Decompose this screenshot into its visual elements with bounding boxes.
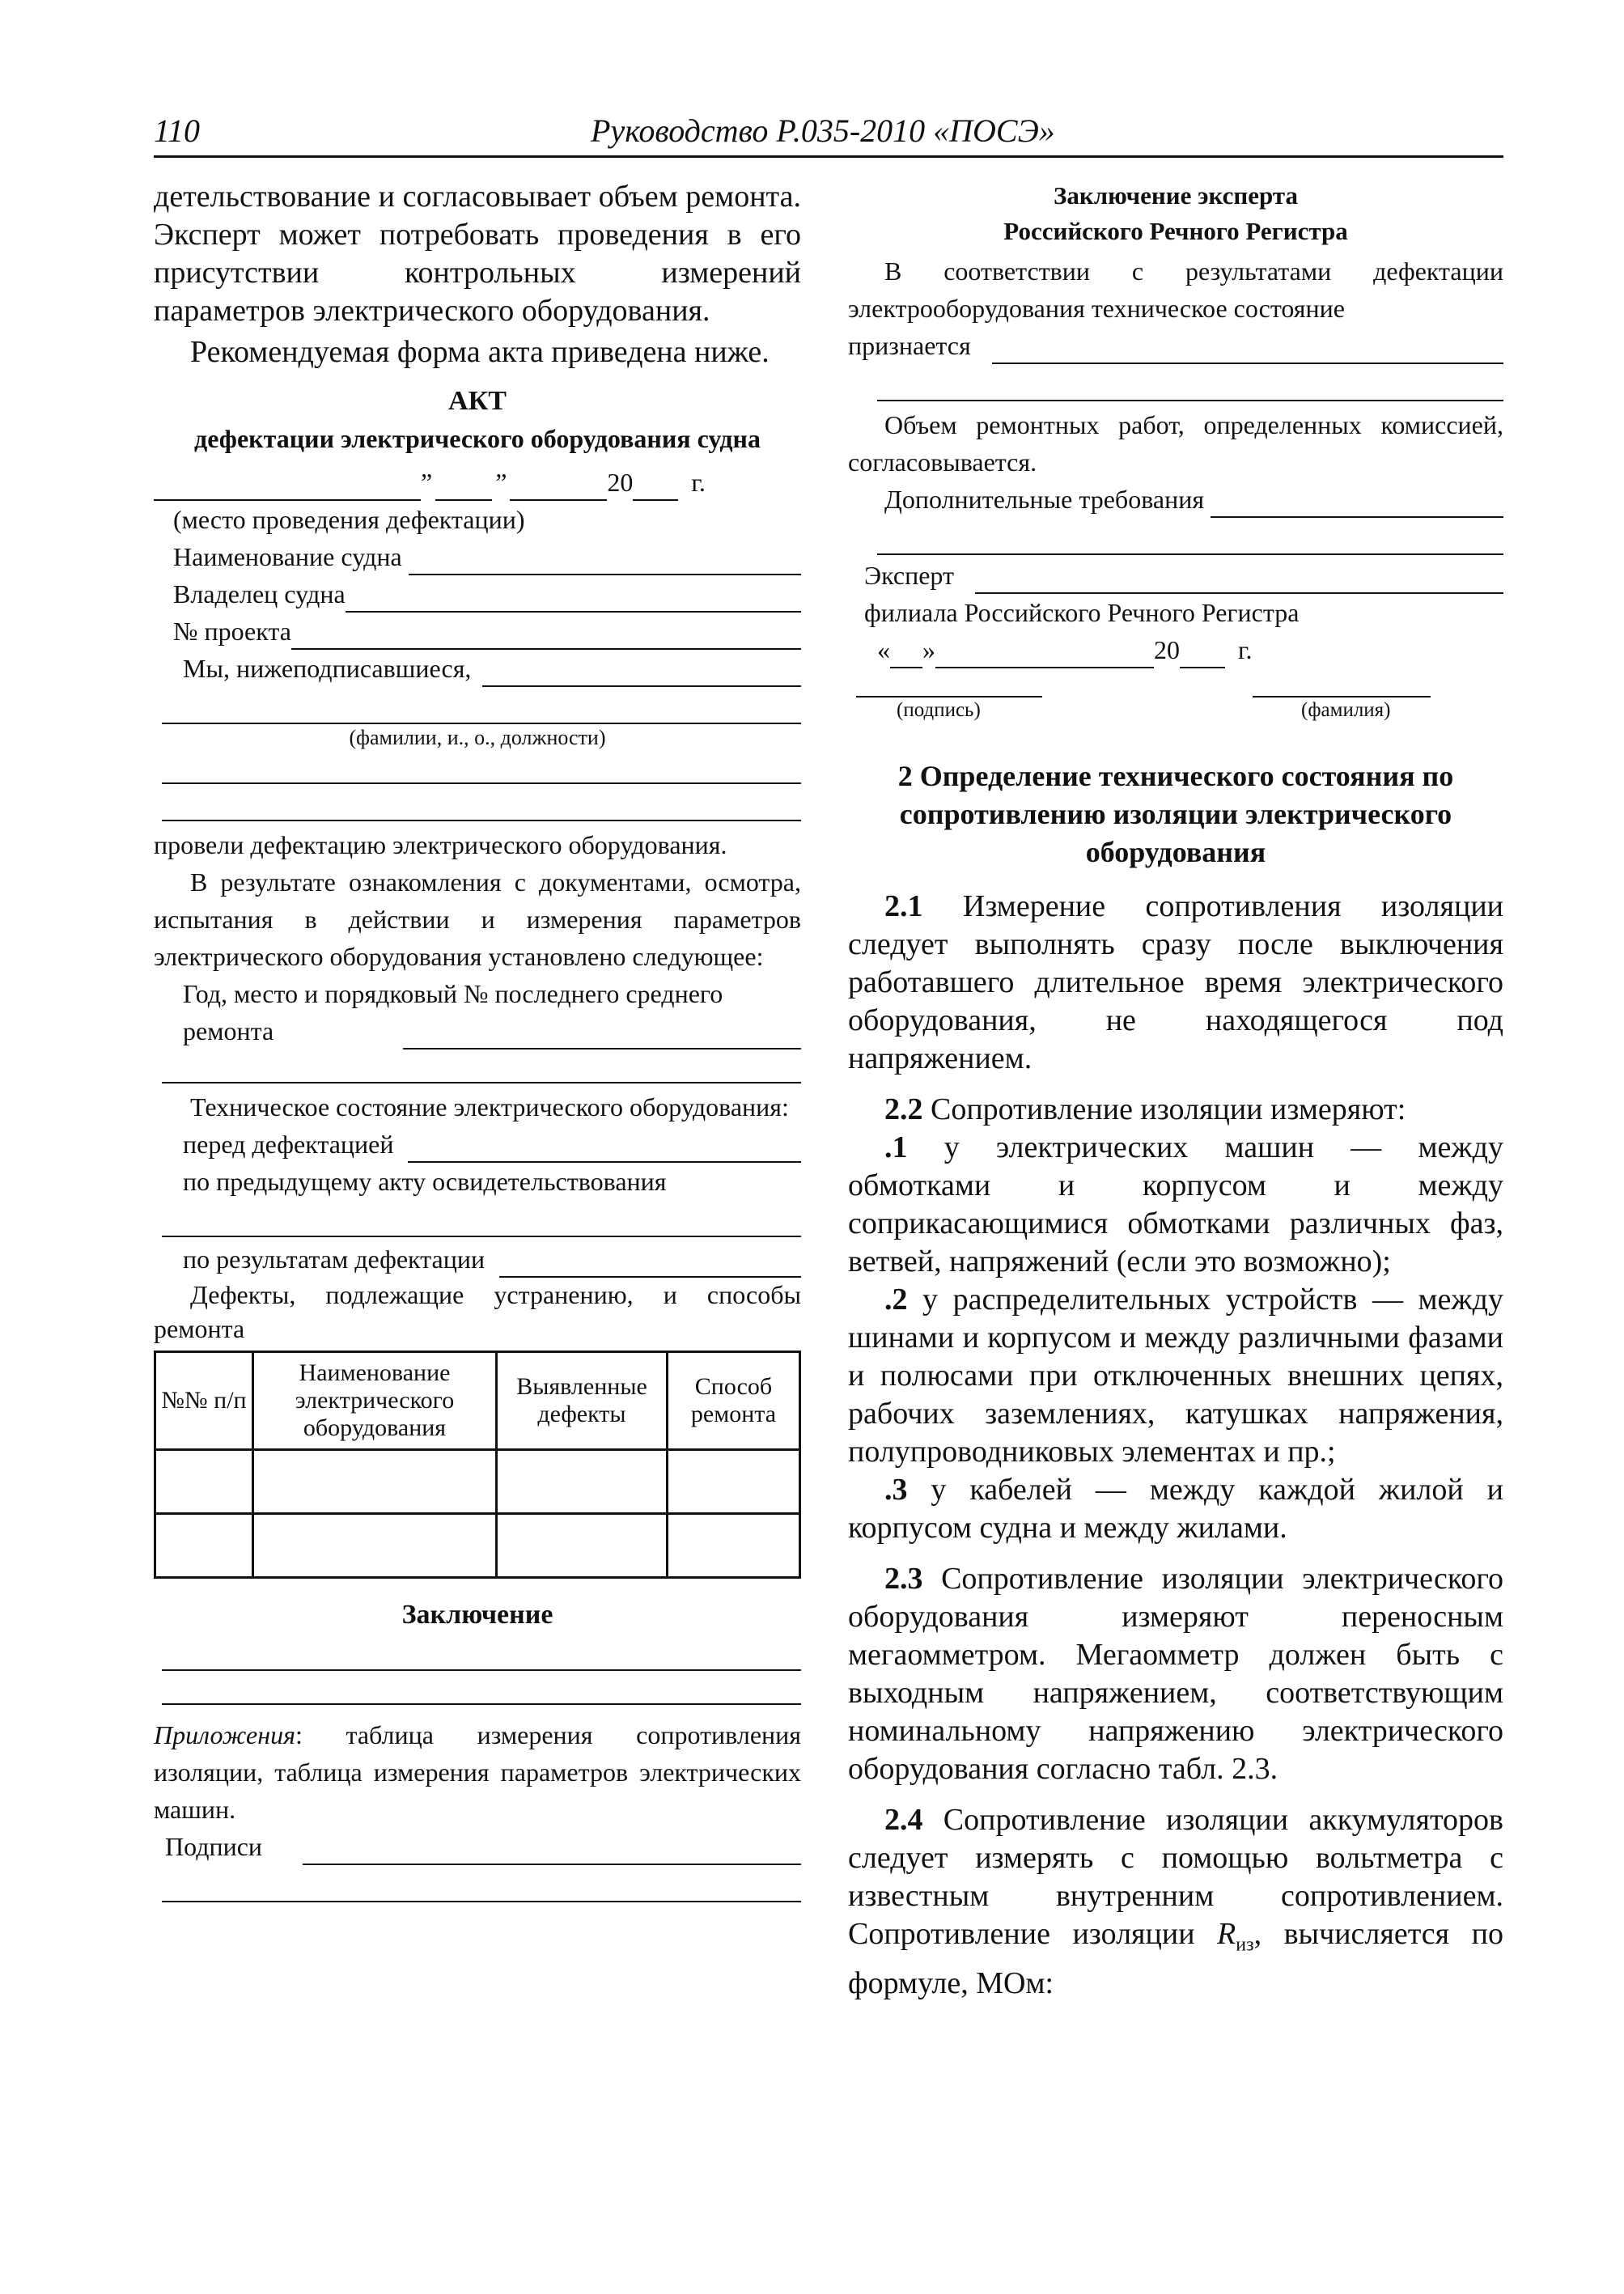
table-cell[interactable] bbox=[497, 1450, 668, 1514]
p22-number: 2.2 bbox=[884, 1092, 923, 1126]
day-line[interactable] bbox=[435, 472, 492, 501]
table-header-cell: Наименование электрического оборудования bbox=[253, 1352, 497, 1450]
signature-line[interactable] bbox=[856, 668, 1042, 698]
conclusion-heading: Заключение bbox=[401, 1600, 553, 1630]
ship-name-row bbox=[154, 538, 801, 575]
signature-note: (подпись) bbox=[897, 699, 981, 721]
expert-year-suffix: г. bbox=[1238, 635, 1253, 664]
signers-label: Мы, нижеподписавшиеся, bbox=[183, 654, 472, 683]
table-cell[interactable] bbox=[668, 1450, 800, 1514]
act-title: АКТ bbox=[448, 386, 507, 416]
act-date-row bbox=[154, 464, 801, 501]
expert-month-line[interactable] bbox=[935, 639, 1154, 668]
recognized-field[interactable] bbox=[992, 335, 1503, 364]
expert-year-line[interactable] bbox=[1180, 639, 1225, 668]
before-field[interactable] bbox=[408, 1134, 801, 1163]
conducted-paragraph: провели дефектацию электрического оборудования. bbox=[154, 830, 727, 859]
p23-number: 2.3 bbox=[884, 1562, 923, 1596]
previous-act-label: по предыдущему акту освидетельствования bbox=[183, 1167, 667, 1196]
section-title: 2 Определение технического состояния по сопротивлению изоляции электрического оборудования bbox=[897, 760, 1454, 868]
act-subtitle: дефектации электрического оборудования судна bbox=[194, 424, 761, 453]
signers-field[interactable] bbox=[482, 658, 801, 687]
signers-line-2[interactable] bbox=[162, 687, 801, 724]
date-quote-open: ” bbox=[421, 468, 433, 497]
signers-line-4[interactable] bbox=[162, 784, 801, 821]
p22-1-text: у электрических машин — между обмотками и корпусом и между соприкасающимися обмотками различных фаз, ветвей, напряжений (если это возможно); bbox=[848, 1130, 1503, 1278]
paragraph-2-1 bbox=[848, 888, 1503, 1078]
ship-name-field[interactable] bbox=[409, 546, 801, 575]
table-header-cell: Выявленные дефекты bbox=[497, 1352, 668, 1450]
signers-line-3[interactable] bbox=[162, 750, 801, 784]
page-number: 110 bbox=[154, 112, 201, 149]
expert-day-line[interactable] bbox=[890, 639, 922, 668]
owner-label: Владелец судна bbox=[173, 579, 346, 608]
branch-text: филиала Российского Речного Регистра bbox=[864, 598, 1300, 627]
recognized-label: признается bbox=[848, 331, 971, 360]
year-repair-row bbox=[396, 1012, 801, 1049]
owner-field[interactable] bbox=[346, 583, 801, 613]
p24-number: 2.4 bbox=[884, 1803, 923, 1837]
table-cell[interactable] bbox=[497, 1514, 668, 1578]
additional-line-2[interactable] bbox=[877, 518, 1503, 555]
p22-1-number: .1 bbox=[884, 1130, 908, 1164]
signature-block bbox=[848, 668, 1503, 722]
p21-text: Измерение сопротивления изоляции следует выполнять сразу после выключения работавшего длительное время электрического оборудования, не находящегося под напряжением. bbox=[848, 889, 1503, 1075]
p22-3-number: .3 bbox=[884, 1473, 908, 1507]
expert-title-1: Заключение эксперта bbox=[1054, 181, 1298, 210]
year-repair-text: Год, место и порядковый № последнего среднего ремонта bbox=[183, 979, 723, 1045]
additional-field[interactable] bbox=[1211, 489, 1503, 518]
p24-subscript: из bbox=[1236, 1934, 1254, 1956]
appendix-paragraph bbox=[154, 1716, 801, 1828]
project-label: № проекта bbox=[173, 617, 291, 646]
names-note: (фамилии, и., о., должности) bbox=[349, 726, 606, 749]
date-close: » bbox=[922, 635, 935, 664]
expert-field[interactable] bbox=[975, 565, 1503, 594]
p24-r-symbol: R bbox=[1217, 1917, 1236, 1951]
signatures-row bbox=[154, 1828, 801, 1865]
conclusion-line-2[interactable] bbox=[162, 1671, 801, 1705]
table-row bbox=[155, 1514, 800, 1578]
expert-row bbox=[848, 557, 1503, 594]
conclusion-line-1[interactable] bbox=[162, 1634, 801, 1671]
table-cell[interactable] bbox=[155, 1450, 253, 1514]
p22-text: Сопротивление изоляции измеряют: bbox=[922, 1092, 1406, 1126]
before-row bbox=[154, 1126, 801, 1163]
recognized-line-2[interactable] bbox=[877, 364, 1503, 401]
table-cell[interactable] bbox=[253, 1514, 497, 1578]
signers-row bbox=[154, 650, 801, 687]
table-header-cell: Способ ремонта bbox=[668, 1352, 800, 1450]
month-line[interactable] bbox=[510, 472, 607, 501]
table-header-row bbox=[155, 1352, 800, 1450]
act-year-suffix: г. bbox=[691, 468, 706, 497]
table-cell[interactable] bbox=[253, 1450, 497, 1514]
expert-year-prefix: 20 bbox=[1154, 635, 1180, 664]
project-field[interactable] bbox=[291, 621, 801, 650]
p22-2-number: .2 bbox=[884, 1283, 908, 1317]
appendix-label: Приложения bbox=[154, 1720, 295, 1749]
according-paragraph: В соответствии с результатами дефектации электрооборудования техническое состояние bbox=[848, 257, 1503, 323]
place-line[interactable] bbox=[154, 472, 421, 501]
page-header bbox=[154, 112, 1503, 158]
owner-row bbox=[154, 575, 801, 613]
expert-date-row bbox=[848, 631, 1503, 668]
signatures-field[interactable] bbox=[303, 1836, 801, 1865]
paragraph-2-2-3 bbox=[848, 1471, 1503, 1547]
expert-title-2: Российского Речного Регистра bbox=[1003, 217, 1348, 245]
table-header-cell: №№ п/п bbox=[155, 1352, 253, 1450]
running-title: Руководство Р.035-2010 «ПОСЭ» bbox=[591, 112, 1055, 149]
additional-label: Дополнительные требования bbox=[884, 485, 1205, 514]
surname-note: (фамилия) bbox=[1301, 699, 1391, 721]
paragraph-2-2 bbox=[848, 1091, 1503, 1129]
year-repair-field[interactable] bbox=[403, 1020, 801, 1049]
place-note: (место проведения дефектации) bbox=[173, 505, 525, 534]
defects-table bbox=[154, 1351, 801, 1579]
tech-state-paragraph: Техническое состояние электрического оборудования: bbox=[190, 1092, 789, 1122]
p24-end-text: , вычисляется по формуле, МОм: bbox=[848, 1917, 1503, 2000]
recognized-row bbox=[848, 327, 1503, 364]
p24-text: Сопротивление изоляции аккумуляторов следует измерять с помощью вольтметра с известным внутренним сопротивлением. Сопротивление изоляции bbox=[848, 1803, 1503, 1951]
surname-line[interactable] bbox=[1253, 668, 1431, 698]
table-cell[interactable] bbox=[668, 1514, 800, 1578]
year-line[interactable] bbox=[633, 472, 678, 501]
appendix-text: : таблица измерения сопротивления изоляции, таблица измерения параметров электрических машин. bbox=[154, 1720, 801, 1824]
left-column bbox=[154, 178, 801, 1902]
table-cell[interactable] bbox=[155, 1514, 253, 1578]
paragraph-2-3 bbox=[848, 1560, 1503, 1788]
paragraph-2-2-2 bbox=[848, 1281, 1503, 1471]
table-row bbox=[155, 1450, 800, 1514]
paragraph-2-2-1 bbox=[848, 1129, 1503, 1281]
volume-paragraph: Объем ремонтных работ, определенных комиссией, согласовывается. bbox=[848, 410, 1503, 477]
p23-text: Сопротивление изоляции электрического оборудования измеряют переносным мегаомметром. Мегаомметр должен быть с выходным напряжением, соответствующим номинальному напряжению электрического оборудования согласно табл. 2.3. bbox=[848, 1562, 1503, 1786]
signatures-label: Подписи bbox=[165, 1832, 263, 1861]
date-quote-close: ” bbox=[495, 468, 507, 497]
paragraph-2-4 bbox=[848, 1801, 1503, 2003]
act-year-prefix: 20 bbox=[607, 468, 634, 497]
right-column bbox=[848, 178, 1503, 2003]
p22-3-text: у кабелей — между каждой жилой и корпусом судна и между жилами. bbox=[848, 1473, 1503, 1545]
intro-paragraph: детельствование и согласовывает объем ремонта. Эксперт может потребовать проведения в его присутствии контрольных измерений параметров электрического оборудования. bbox=[154, 180, 801, 328]
date-open: « bbox=[877, 635, 890, 664]
previous-act-field[interactable] bbox=[162, 1200, 801, 1237]
by-results-row bbox=[154, 1240, 801, 1278]
recommend-paragraph: Рекомендуемая форма акта приведена ниже. bbox=[190, 335, 770, 369]
additional-row bbox=[848, 481, 1503, 518]
project-row bbox=[154, 613, 801, 650]
ship-name-label: Наименование судна bbox=[173, 542, 402, 571]
p22-2-text: у распределительных устройств — между шинами и корпусом и между различными фазами и полюсами при отключенных внешних цепях, рабочих заземлениях, катушках напряжения, полупроводниковых элементах и пр.; bbox=[848, 1283, 1503, 1469]
defects-paragraph: Дефекты, подлежащие устранению, и способы ремонта bbox=[154, 1280, 801, 1343]
result-paragraph: В результате ознакомления с документами, осмотра, испытания в действии и измерения параметров электрического оборудования установлено следующее: bbox=[154, 867, 801, 971]
by-results-label: по результатам дефектации bbox=[183, 1245, 486, 1274]
expert-label: Эксперт bbox=[864, 561, 954, 590]
year-repair-line-2[interactable] bbox=[162, 1049, 801, 1083]
before-label: перед дефектацией bbox=[183, 1130, 394, 1159]
p21-number: 2.1 bbox=[884, 889, 923, 923]
signatures-line-2[interactable] bbox=[162, 1865, 801, 1902]
by-results-field[interactable] bbox=[499, 1249, 801, 1278]
